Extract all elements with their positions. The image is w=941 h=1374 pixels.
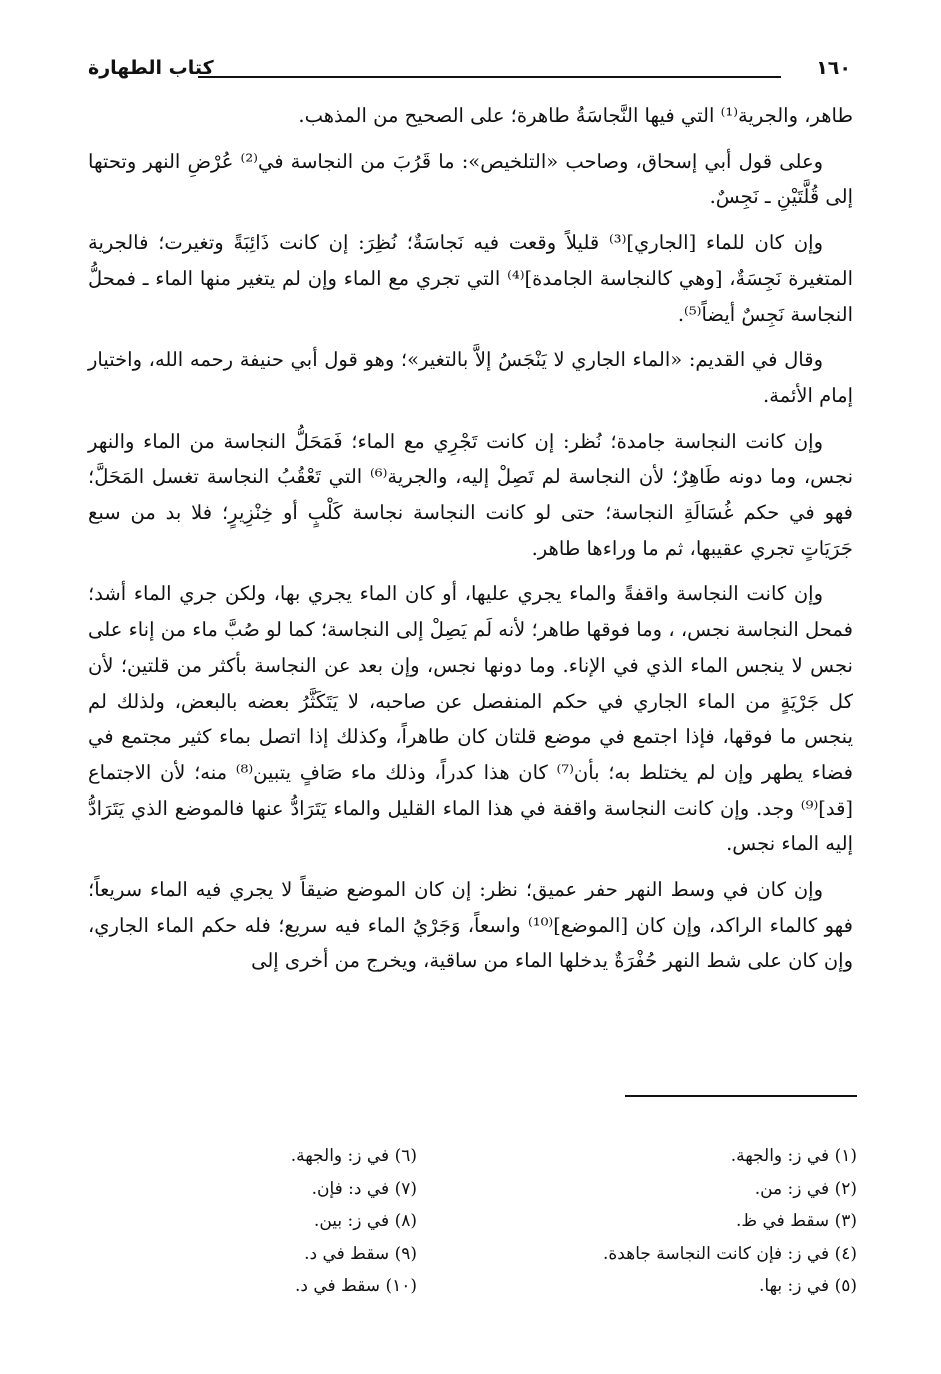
main-text — [88, 98, 853, 989]
header-rule — [198, 76, 781, 78]
paragraph: وعلى قول أبي إسحاق، وصاحب «التلخيص»: ما قَرُبَ من النجاسة في⁽²⁾ عُرْضِ النهر وتحتها إلى قُلَّتَيْنِ ـ نَجِسٌ. — [88, 149, 853, 209]
footnotes-column-right — [467, 1140, 857, 1303]
footnotes-column-left — [27, 1140, 417, 1303]
page-number: ١٦٠ — [816, 57, 851, 79]
paragraph: وقال في القديم: «الماء الجاري لا يَنْجَسُ إلاَّ بالتغير»؛ وهو قول أبي حنيفة رحمه الله، واختيار إمام الأئمة. — [88, 348, 853, 407]
footnote: (٥) في ز: بها. — [758, 1276, 857, 1296]
book-title: كتاب الطهارة — [88, 57, 214, 79]
footnote: (٤) في ز: فإن كانت النجاسة جاهدة. — [603, 1243, 857, 1264]
running-header — [88, 56, 851, 86]
footnote: (١٠) سقط في د. — [294, 1276, 417, 1296]
footnote: (٩) سقط في د. — [304, 1243, 417, 1264]
paragraph: طاهر، والجرية⁽¹⁾ التي فيها النَّجاسَةُ طاهرة؛ على الصحيح من المذهب. — [298, 104, 853, 127]
footnote: (٨) في ز: بين. — [313, 1211, 417, 1231]
footnote: (٦) في ز: والجهة. — [290, 1146, 417, 1166]
paragraph: وإن كان في وسط النهر حفر عميق؛ نظر: إن كان الموضع ضيقاً لا يجري فيه الماء سريعاً؛ فهو كالماء الراكد، وإن كان [الموضع]⁽¹⁰⁾ واسعاً، وَجَرْيُ الماء فيه سريع؛ فله حكم الماء الجاري، وإن كان على شط النهر حُفْرَةٌ يدخلها الماء من ساقية، ويخرج من أخرى إلى — [88, 878, 853, 973]
footnote: (١) في ز: والجهة. — [730, 1146, 857, 1166]
footnote: (٣) سقط في ظ. — [735, 1211, 857, 1231]
paragraph: وإن كانت النجاسة واقفةً والماء يجري عليها، أو كان الماء يجري بها، ولكن جري الماء أشد؛ فمحل النجاسة نجس، ، وما فوقها طاهر؛ لأنه لَم يَصِلْ إلى النجاسة؛ كما لو صُبَّ ماء من إناء على نجس لا ينجس الماء الذي في الإناء. وما دونها نجس، وإن بعد عن النجاسة بأكثر من قلتين؛ لأن كل جَرْيَةٍ من الماء الجاري في حكم المنفصل عن صاحبه، لا يَتَكَثَّرُ بعضه بالبعض، ولذلك لم ينجس ما فوقها، فإذا اجتمع في موضع قلتان كان طاهراً، وكذلك إذا اتصل بماء كثير مجتمع في فضاء يطهر وإن لم يختلط به؛ بأن⁽⁷⁾ كان هذا كدراً، وذلك ماء صَافٍ يتبين⁽⁸⁾ منه؛ لأن الاجتماع [قد]⁽⁹⁾ وجد. وإن كانت النجاسة واقفة في هذا الماء القليل والماء يَتَرَادُّ عنها فالموضع الذي يَتَرَادُّ إليه الماء نجس. — [88, 582, 854, 856]
paragraph: وإن كانت النجاسة جامدة؛ نُظر: إن كانت تَجْرِي مع الماء؛ فَمَحَلُّ النجاسة من الماء والنهر نجس، وما دونه طَاهِرٌ؛ لأن النجاسة لم تَصِلْ إليه، والجرية⁽⁶⁾ التي تَعْقُبُ النجاسة تغسل المَحَلَّ؛ فهو في حكم غُسَالَةِ النجاسة؛ حتى لو كانت النجاسة نجاسة كَلْبٍ أو خِنْزِيرٍ؛ فلا بد من سبع جَرَيَاتٍ تجري عقيبها، ثم ما وراءها طاهر. — [88, 429, 854, 560]
footnote-separator — [625, 1095, 857, 1097]
paragraph: وإن كان للماء [الجاري]⁽³⁾ قليلاً وقعت فيه نَجاسَةٌ؛ نُظِرَ: إن كانت ذَائِبَةً وتغيرت؛ فالجرية المتغيرة نَجِسَةٌ، [وهي كالنجاسة الجامدة]⁽⁴⁾ التي تجري مع الماء وإن لم يتغير منها الماء ـ فمحلُّ النجاسة نَجِسٌ أيضاً⁽⁵⁾. — [88, 231, 853, 326]
footnote: (٧) في د: فإن. — [311, 1178, 417, 1199]
footnote: (٢) في ز: من. — [754, 1178, 857, 1199]
